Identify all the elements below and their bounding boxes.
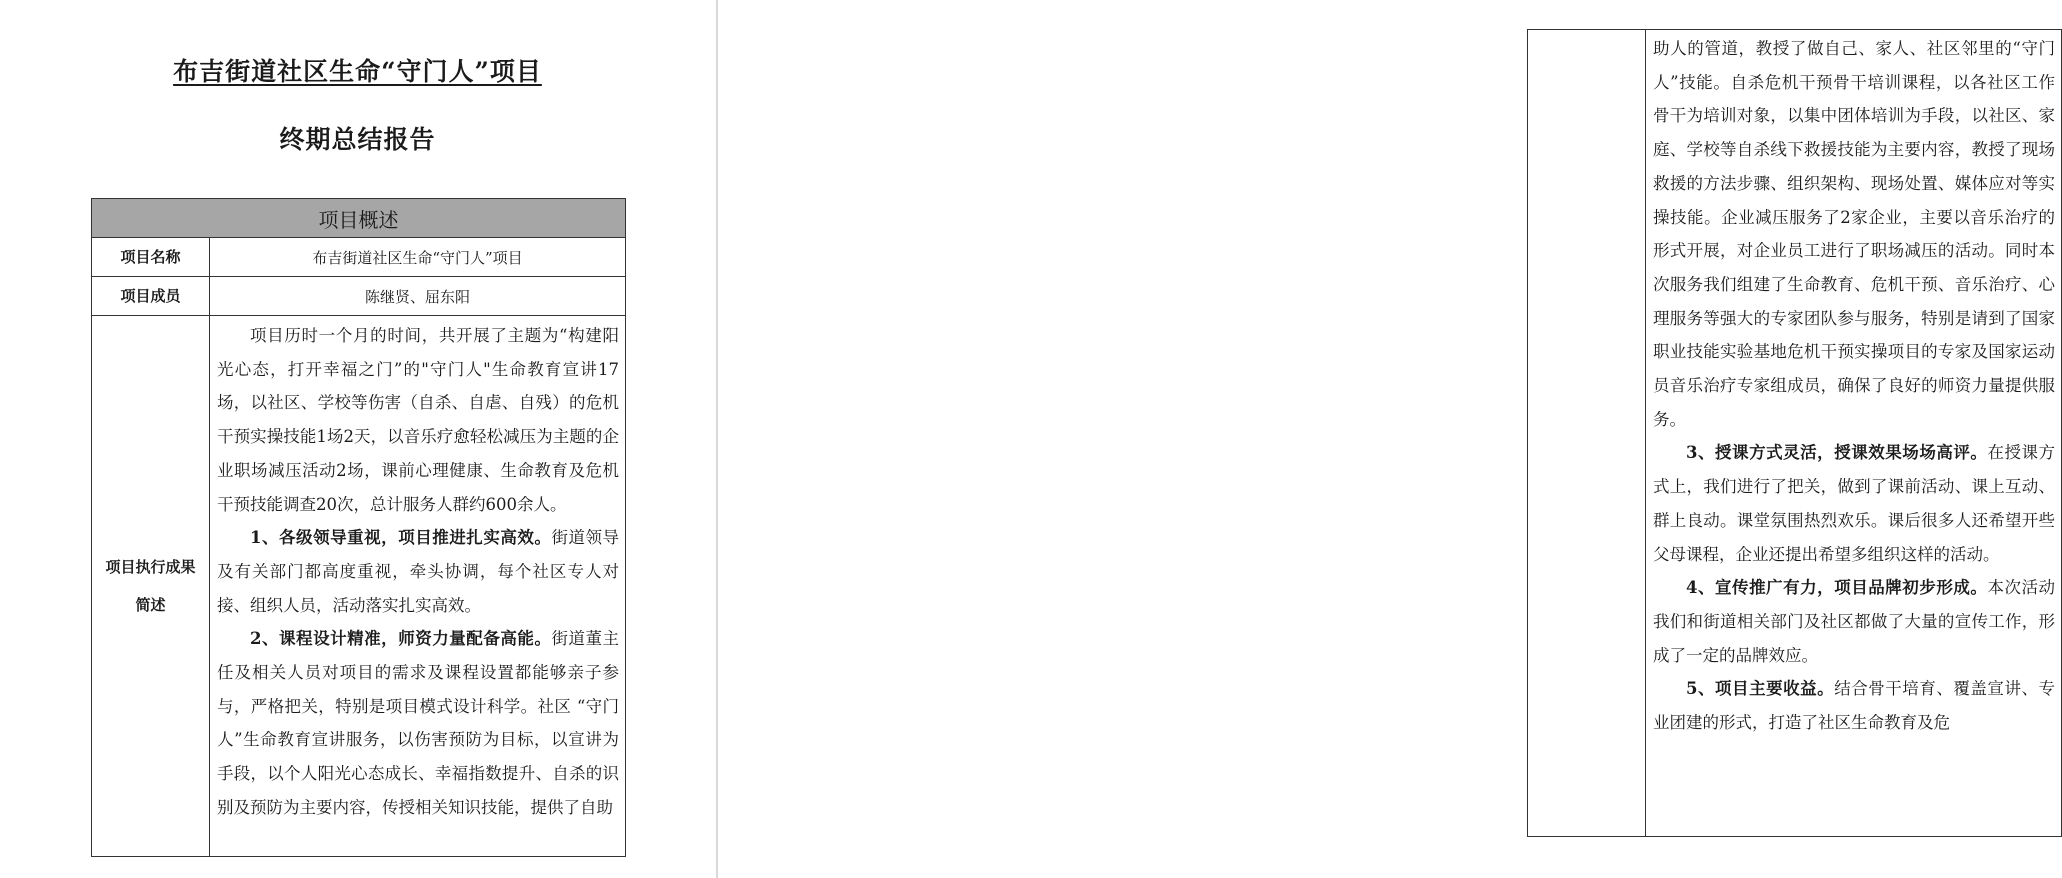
summary-paragraph: [1653, 672, 2055, 739]
summary-paragraph-text: 在授课方式上，我们进行了把关，做到了课前活动、课上互动、群上良动。课堂氛围热烈欢乐。课后很多人还希望开些父母课程，企业还提出希望多组织这样的活动。: [1653, 443, 2056, 564]
project-members-label: 项目成员: [92, 277, 210, 316]
project-name-value: 布吉街道社区生命“守门人”项目: [210, 238, 626, 277]
summary-paragraph-text: 街道领导及有关部门都高度重视，牵头协调，每个社区专人对接、组织人员，活动落实扎实高效。: [217, 528, 620, 615]
summary-text: [217, 316, 619, 856]
summary-label: 项目执行成果简述: [92, 316, 210, 857]
table-row: [92, 316, 626, 857]
summary-paragraph: [217, 319, 619, 521]
document-title: 布吉街道社区生命“守门人”项目: [173, 57, 542, 86]
summary-continuation-table: [1527, 29, 2062, 837]
summary-paragraph-heading: 2、课程设计精准，师资力量配备高能。: [250, 629, 552, 649]
summary-paragraph: [217, 622, 619, 824]
summary-paragraph-text: 助人的管道，教授了做自己、家人、社区邻里的“守门人”技能。自杀危机干预骨干培训课程，以各社区工作骨干为培训对象，以集中团体培训为手段，以社区、家庭、学校等自杀线下救援技能为主要内容，教授了现场救援的方法步骤、组织架构、现场处置、媒体应对等实操技能。企业减压服务了2家企业，主要以音乐治疗的形式开展，对企业员工进行了职场减压的活动。同时本次服务我们组建了生命教育、危机干预、音乐治疗、心理服务等强大的专家团队参与服务，特别是请到了国家职业技能实验基地危机干预实操项目的专家及国家运动员音乐治疗专家组成员，确保了良好的师资力量提供服务。: [1653, 39, 2055, 429]
summary-paragraph: [217, 521, 619, 622]
summary-paragraph-continued: [1653, 32, 2055, 436]
summary-paragraph-heading: 4、宣传推广有力，项目品牌初步形成。: [1686, 578, 1988, 598]
document-page-2: [718, 0, 2056, 878]
summary-cell: [210, 316, 626, 857]
summary-continuation-text: [1653, 30, 2055, 833]
summary-paragraph-text: 结合骨干培育、覆盖宣讲、专业团建的形式，打造了社区生命教育及危: [1653, 679, 2055, 733]
summary-paragraph-heading: 3、授课方式灵活，授课效果场场高评。: [1686, 443, 1988, 463]
summary-paragraph: [1653, 436, 2055, 571]
document-page-1: [0, 0, 716, 878]
table-row: [92, 277, 626, 316]
summary-continuation-cell: [1646, 30, 2062, 837]
table-row: [1528, 30, 2062, 837]
summary-paragraph-heading: 5、项目主要收益。: [1686, 679, 1835, 699]
summary-paragraph-text: 街道董主任及相关人员对项目的需求及课程设置都能够亲子参与，严格把关，特别是项目模式设计科学。社区 “守门人”生命教育宣讲服务，以伤害预防为目标，以宣讲为手段，以个人阳光心态成长、幸福指数提升、自杀的识别及预防为主要内容，传授相关知识技能，提供了自助: [217, 629, 620, 817]
table-row: [92, 238, 626, 277]
document-subtitle: 终期总结报告: [279, 125, 436, 154]
summary-paragraph-text: 项目历时一个月的时间，共开展了主题为“构建阳光心态，打开幸福之门”的"守门人"生命教育宣讲17场，以社区、学校等伤害（自杀、自虐、自残）的危机干预实操技能1场2天，以音乐疗愈轻松减压为主题的企业职场减压活动2场，课前心理健康、生命教育及危机干预技能调查20次，总计服务人群约600余人。: [217, 326, 619, 514]
project-overview-table: [91, 198, 626, 857]
project-name-label: 项目名称: [92, 238, 210, 277]
summary-paragraph-text: 本次活动我们和街道相关部门及社区都做了大量的宣传工作，形成了一定的品牌效应。: [1653, 578, 2056, 665]
summary-paragraph-heading: 1、各级领导重视，项目推进扎实高效。: [250, 528, 552, 548]
empty-label-cell: [1528, 30, 1646, 837]
project-members-value: 陈继贤、屈东阳: [210, 277, 626, 316]
summary-paragraph: [1653, 571, 2055, 672]
table-header: 项目概述: [92, 199, 626, 238]
